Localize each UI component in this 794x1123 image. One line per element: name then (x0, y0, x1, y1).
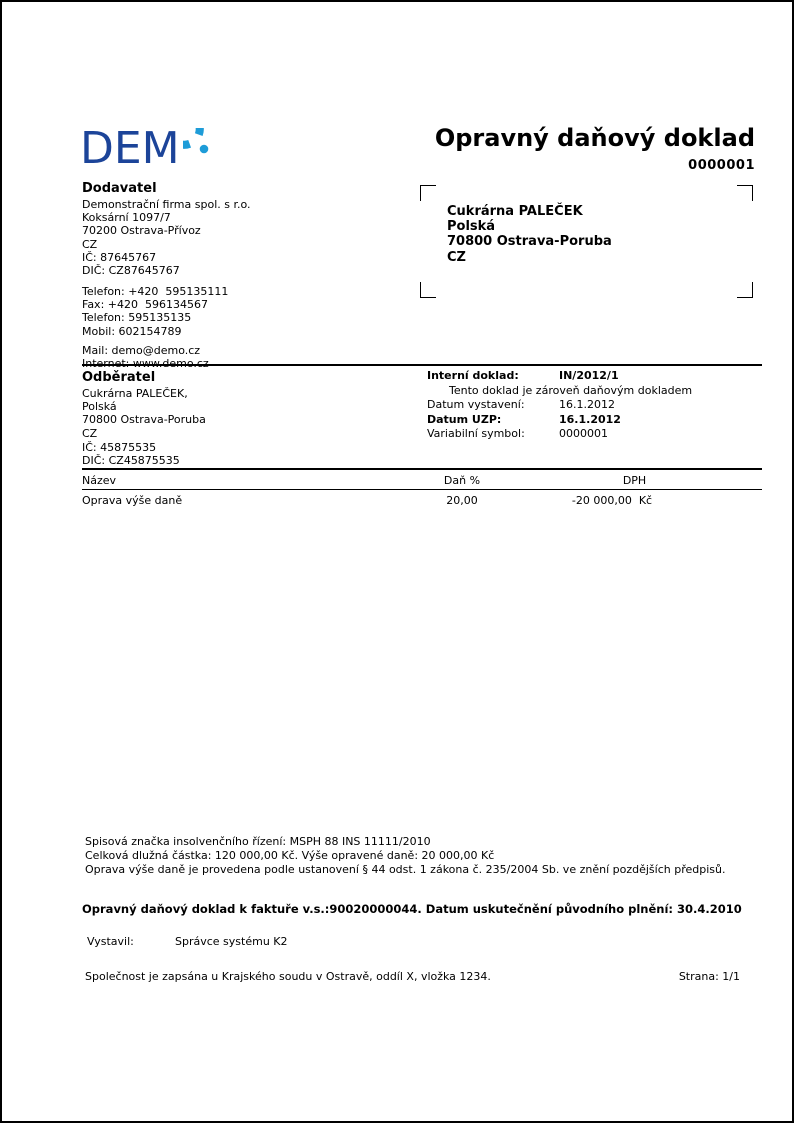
supplier-mail: Mail: demo@demo.cz (82, 344, 201, 357)
supplier-identity (82, 198, 251, 277)
table-header-tax: Daň % (443, 474, 481, 487)
shipping-address (447, 204, 612, 265)
supplier-contacts (82, 285, 228, 338)
customer-ids (82, 441, 180, 467)
company-registration: Společnost je zapsána u Krajského soudu v Ostravě, oddíl X, vložka 1234. (85, 970, 491, 983)
item-vat: -20 000,00 Kč (571, 494, 653, 507)
uzp-date-row (427, 413, 762, 428)
document-number: 0000001 (688, 158, 755, 173)
supplier-fax: Fax: +420 596134567 (82, 298, 208, 312)
item-name: Oprava výše daně (82, 494, 183, 507)
insolvency-notes (85, 835, 725, 877)
note-law: Oprava výše daně je provedena podle ustanovení § 44 odst. 1 zákona č. 235/2004 Sb. ve znění pozdějších předpisů. (85, 863, 726, 876)
internal-doc-row (427, 369, 762, 384)
issue-date-label: Datum vystavení: (427, 398, 525, 412)
variable-symbol-row (427, 427, 762, 442)
supplier-country: CZ (82, 237, 98, 251)
logo-text: DEM (80, 123, 180, 174)
customer-heading: Odběratel (82, 370, 156, 385)
window-corner-top-right (737, 185, 753, 201)
supplier-mobile: Mobil: 602154789 (82, 324, 182, 338)
page-title: Opravný daňový doklad (434, 124, 755, 152)
variable-symbol-value: 0000001 (559, 427, 608, 441)
supplier-street: Koksární 1097/7 (82, 211, 171, 225)
shipping-street: Polská (447, 219, 496, 235)
issue-date-row (427, 398, 762, 413)
customer-country: CZ (82, 426, 98, 440)
customer-name: Cukrárna PALEČEK, (82, 387, 188, 400)
uzp-date-label: Datum UZP: (427, 412, 502, 426)
supplier-phone2: Telefon: 595135135 (82, 311, 192, 325)
supplier-dic: DIČ: CZ87645767 (82, 264, 180, 278)
note-insolvency-ref: Spisová značka insolvenčního řízení: MSPH 88 INS 11111/2010 (85, 835, 431, 848)
issued-by-label: Vystavil: (87, 935, 134, 948)
title-block (435, 124, 755, 173)
window-corner-bottom-right (737, 282, 753, 298)
table-header-name: Název (82, 474, 117, 487)
table-top-rule (82, 468, 762, 470)
logo-ring-icon (183, 128, 225, 170)
supplier-online (82, 344, 209, 370)
table-header-underline (82, 489, 762, 490)
correction-reference-note: Opravný daňový doklad k faktuře v.s.:90020000044. Datum uskutečnění původního plnění: 30.4.2010 (82, 902, 742, 916)
shipping-city: 70800 Ostrava-Poruba (447, 234, 612, 250)
internal-doc-value: IN/2012/1 (559, 369, 619, 382)
table-header-vat: DPH (622, 474, 647, 487)
window-corner-bottom-left (420, 282, 436, 298)
issued-by-value: Správce systému K2 (175, 935, 288, 948)
supplier-name: Demonstrační firma spol. s r.o. (82, 198, 251, 211)
shipping-name: Cukrárna PALEČEK (447, 204, 583, 219)
page-indicator: Strana: 1/1 (678, 970, 740, 983)
document-info (427, 369, 762, 442)
supplier-phone1: Telefon: +420 595135111 (82, 285, 229, 298)
supplier-ic: IČ: 87645767 (82, 250, 157, 264)
note-amounts: Celková dlužná částka: 120 000,00 Kč. Výše opravené daně: 20 000,00 Kč (85, 849, 495, 862)
uzp-date-value: 16.1.2012 (559, 412, 621, 426)
item-tax-percent: 20,00 (446, 494, 478, 507)
variable-symbol-label: Variabilní symbol: (427, 427, 525, 441)
issue-date-value: 16.1.2012 (559, 398, 615, 412)
customer-identity (82, 387, 206, 440)
company-logo (80, 125, 225, 173)
customer-city: 70800 Ostrava-Poruba (82, 413, 206, 427)
supplier-heading: Dodavatel (82, 181, 157, 196)
shipping-country: CZ (447, 249, 466, 265)
tax-doc-note: Tento doklad je zároveň daňovým dokladem (449, 383, 693, 397)
customer-ic: IČ: 45875535 (82, 441, 157, 454)
divider-supplier-customer (82, 364, 762, 366)
customer-dic: DIČ: CZ45875535 (82, 454, 180, 468)
internal-doc-label: Interní doklad: (427, 369, 519, 382)
customer-street: Polská (82, 400, 117, 414)
window-corner-top-left (420, 185, 436, 201)
supplier-city: 70200 Ostrava-Přívoz (82, 224, 201, 238)
